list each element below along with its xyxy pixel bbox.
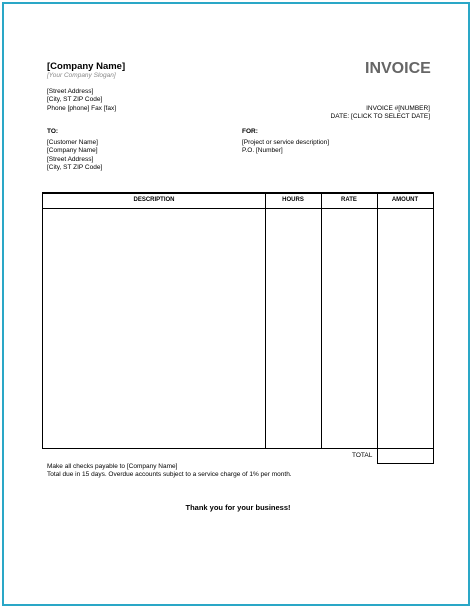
thank-you-message: Thank you for your business! <box>185 503 291 512</box>
customer-street[interactable]: [Street Address] <box>47 155 94 163</box>
header-rate: RATE <box>341 197 357 203</box>
customer-name[interactable]: [Customer Name] <box>47 139 98 146</box>
line-items-table <box>42 192 434 449</box>
company-address <box>47 88 116 113</box>
street-address: [Street Address] <box>47 88 94 95</box>
total-amount-cell[interactable] <box>377 448 434 464</box>
invoice-title: INVOICE <box>365 60 431 77</box>
company-slogan: [Your Company Slogan] <box>47 72 116 79</box>
customer-city[interactable]: [City, ST ZIP Code] <box>47 163 103 171</box>
column-divider <box>265 193 266 448</box>
invoice-meta <box>331 105 430 122</box>
terms-note: Total due in 15 days. Overdue accounts subject to a service charge of 1% per month. <box>47 471 292 479</box>
customer-company[interactable]: [Company Name] <box>47 147 98 155</box>
po-number[interactable]: P.O. [Number] <box>242 147 283 155</box>
total-label: TOTAL <box>352 452 373 459</box>
project-description[interactable]: [Project or service description] <box>242 139 330 146</box>
invoice-number[interactable]: INVOICE #[NUMBER] <box>366 105 430 112</box>
header-amount: AMOUNT <box>391 197 419 203</box>
bill-to-block <box>47 139 102 172</box>
column-divider <box>321 193 322 448</box>
company-name: [Company Name] <box>47 61 126 72</box>
header-description: DESCRIPTION <box>133 197 175 203</box>
checks-payable-note: Make all checks payable to [Company Name] <box>47 463 178 470</box>
phone-fax: Phone [phone] Fax [fax] <box>47 104 117 112</box>
to-label: TO: <box>47 128 59 135</box>
for-label: FOR: <box>242 128 258 135</box>
table-header-rule <box>43 208 433 209</box>
header-hours: HOURS <box>282 197 304 203</box>
for-block <box>242 139 329 156</box>
city-state-zip: [City, ST ZIP Code] <box>47 96 103 104</box>
payment-notes <box>47 463 292 480</box>
column-divider <box>377 193 378 448</box>
invoice-date-field[interactable]: DATE: [CLICK TO SELECT DATE] <box>330 113 430 121</box>
